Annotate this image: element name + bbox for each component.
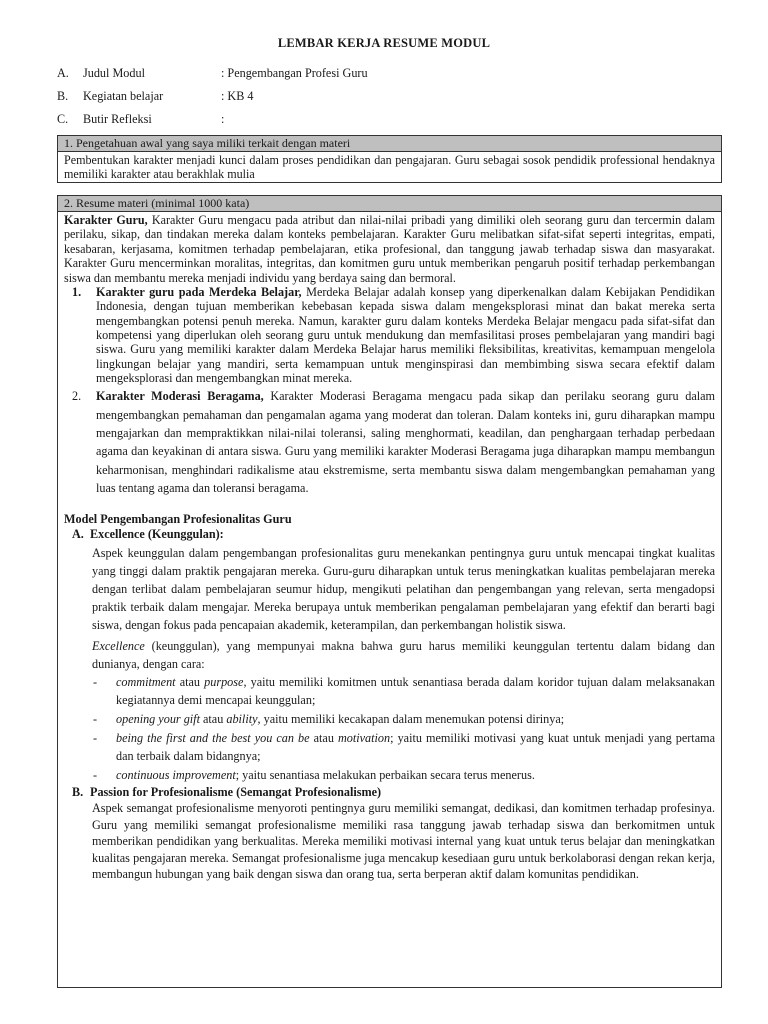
- bullet-being-the-first: - being the first and the best you can be atau motivation; yaitu memiliki motivasi yang kuat untuk menjadi yang pertama dan terbaik dalam bidangnya;: [93, 730, 715, 764]
- meta-value: :: [221, 112, 225, 126]
- subheading-excellence: [64, 527, 715, 542]
- section-2-header: 2. Resume materi (minimal 1000 kata): [58, 196, 721, 212]
- model-title: Model Pengembangan Profesionalitas Guru: [64, 511, 292, 526]
- intro-term: Karakter Guru,: [64, 213, 148, 227]
- meta-label: Judul Modul: [83, 66, 145, 80]
- subheading-passion: [64, 785, 715, 800]
- list-item-text: Karakter Moderasi Beragama mengacu pada sikap dan perilaku seorang guru dalam mengembangkan pemahaman dan pengamalan agama yang moderat dan toleran. Dalam konteks ini, guru diharapkan mampu mengajarkan dan mempraktikkan nilai-nilai toleransi, saling menghormati, keadilan, dan penghargaan terhadap perbedaan agama dan keyakinan di antara siswa. Guru yang memiliki karakter Moderasi Beragama juga diharapkan mampu membangun keharmonisan, menghindari radikalisme atau ekstremisme, serta membantu siswa dalam mengembangkan pemahaman yang luas tentang agama dan toleransi beragama.: [96, 389, 715, 496]
- bullet-term: being the first and the best you can be: [116, 730, 310, 745]
- meta-label: Kegiatan belajar: [83, 89, 164, 103]
- passion-paragraph: Aspek semangat profesionalisme menyoroti pentingnya guru memiliki semangat, dedikasi, dan komitmen terhadap profesinya. Guru yang memiliki semangat profesionalisme memiliki rasa tanggung jawab terhadap siswa dan berkomitmen untuk memberikan pendidikan yang berkualitas. Mereka memiliki motivasi internal yang kuat untuk terus belajar dan meningkatkan kualitas pengajaran mereka. Semangat profesionalisme juga mencakup kesediaan guru untuk berkolaborasi dengan rekan kerja, membangun hubungan yang baik dengan siswa dan orang tua, serta berperan aktif dalam komunitas pendidikan.: [92, 801, 715, 881]
- bullet-term: purpose: [204, 674, 244, 689]
- section-1-body: Pembentukan karakter menjadi kunci dalam proses pendidikan dan pengajaran. Guru sebagai sosok pendidik professional hendaknya memiliki karakter atau berakhlak mulia: [64, 153, 715, 181]
- list-item-merdeka-belajar: [64, 285, 715, 385]
- bullet-text: atau: [175, 674, 205, 689]
- meta-row-butir-refleksi: [57, 111, 707, 127]
- list-item-moderasi-beragama: [64, 387, 715, 497]
- bullet-opening-your-gift: - opening your gift atau ability, yaitu memiliki kecakapan dalam menemukan potensi dirinya;: [93, 711, 565, 726]
- bullet-text: atau: [309, 730, 338, 745]
- meta-key: A.: [57, 66, 69, 80]
- bullet-term: continuous improvement: [116, 767, 236, 782]
- document-title: LEMBAR KERJA RESUME MODUL: [277, 36, 491, 50]
- bullet-text: , yaitu memiliki kecakapan dalam menemukan potensi dirinya;: [257, 711, 565, 726]
- bullet-term: ability: [226, 711, 258, 726]
- list-item-term: Karakter Moderasi Beragama,: [96, 389, 264, 404]
- meta-row-kegiatan-belajar: [57, 88, 707, 104]
- subheading-number: A.: [72, 526, 84, 541]
- bullet-text: atau: [199, 711, 227, 726]
- excellence-term: Excellence: [92, 638, 145, 653]
- section-2-body: [58, 213, 721, 883]
- list-number: 1.: [72, 285, 82, 300]
- excellence-definition: [64, 637, 715, 673]
- excellence-definition-text: (keunggulan), yang mempunyai makna bahwa guru harus memiliki keunggulan tertentu dalam bidang dan dunianya, dengan cara:: [92, 638, 715, 671]
- bullet-term: opening your gift: [116, 711, 200, 726]
- bullet-term: commitment: [116, 674, 176, 689]
- meta-label: Butir Refleksi: [83, 112, 152, 126]
- excellence-paragraph: Aspek keunggulan dalam pengembangan profesionalitas guru menekankan pentingnya guru untuk mencapai tingkat kualitas yang tinggi dalam praktik pengajaran mereka. Guru-guru diharapkan untuk terus meningkatkan kualitas pembelajaran mereka dengan terlibat dalam pembelajaran seumur hidup, mengikuti pelatihan dan pengembangan yang relevan, serta mengadopsi praktik terbaik dalam mengajar. Mereka berupaya untuk memberikan pengalaman pembelajaran yang efektif dan berarti bagi siswa, dengan fokus pada pencapaian akademik, keterampilan, dan perkembangan holistik siswa.: [92, 545, 715, 633]
- intro-paragraph: [64, 213, 715, 285]
- subheading-number: B.: [72, 785, 84, 799]
- list-item-term: Karakter guru pada Merdeka Belajar,: [96, 285, 302, 300]
- intro-text: Karakter Guru mengacu pada atribut dan nilai-nilai pribadi yang dimiliki oleh seorang guru dan tercermin dalam perilaku, sikap, dan tindakan mereka dalam konteks pembelajaran. Karakter Guru melibatkan sifat-sifat seperti integritas, empati, kesabaran, kerjasama, komitmen terhadap pembelajaran, etika profesional, dan tanggung jawab terhadap siswa dan masyarakat. Karakter Guru mencerminkan moralitas, integritas, dan komitmen guru untuk memberikan pengaruh positif terhadap perkembangan siswa dan membantu mereka menjadi individu yang berdaya saing dan bermoral.: [64, 213, 715, 285]
- bullet-text: ; yaitu memiliki motivasi yang kuat untuk menjadi yang pertama dan terbaik dalam bidangnya;: [116, 730, 715, 764]
- meta-row-judul-modul: [57, 65, 707, 81]
- section-1-box: [57, 135, 722, 183]
- list-item-text: Merdeka Belajar adalah konsep yang diperkenalkan dalam Kebijakan Pendidikan Indonesia, dengan tujuan memberikan kebebasan kepada siswa dalam mengeksplorasi minat dan bakat mereka serta mengembangkan potensi penuh mereka. Namun, karakter guru dalam konteks Merdeka Belajar mengacu pada sifat-sifat dan kompetensi yang diperlukan oleh seorang guru untuk mendukung dan memfasilitasi proses pembelajaran yang mandiri bagi siswa. Guru yang memiliki karakter dalam Merdeka Belajar harus memiliki fleksibilitas, kreativitas, kemampuan mengelola lingkungan belajar yang mandiri, serta kemampuan untuk menginspirasi dan membimbing siswa secara efektif dalam mengeksplorasi dan mengembangkan minat mereka.: [96, 285, 716, 385]
- bullet-text: , yaitu memiliki komitmen untuk senantiasa berada dalam koridor tujuan dalam melaksanakan kegiatannya demi mencapai keunggulan;: [116, 674, 715, 708]
- bullet-continuous-improvement: - continuous improvement; yaitu senantiasa melakukan perbaikan secara terus menerus.: [93, 767, 535, 782]
- meta-key: C.: [57, 112, 69, 126]
- meta-value: : Pengembangan Profesi Guru: [221, 66, 368, 80]
- bullet-text: ; yaitu senantiasa melakukan perbaikan secara terus menerus.: [235, 767, 535, 782]
- subheading-text: Passion for Profesionalisme (Semangat Profesionalisme): [90, 785, 382, 799]
- section-2-box: [57, 195, 722, 988]
- meta-value: : KB 4: [221, 89, 254, 103]
- meta-key: B.: [57, 89, 69, 103]
- list-number: 2.: [72, 389, 82, 404]
- subheading-text: Excellence (Keunggulan):: [90, 526, 224, 541]
- bullet-term: motivation: [337, 730, 391, 745]
- bullet-commitment: - commitment atau purpose, yaitu memiliki komitmen untuk senantiasa berada dalam koridor tujuan dalam melaksanakan kegiatannya demi mencapai keunggulan;: [93, 674, 715, 708]
- section-1-header: 1. Pengetahuan awal yang saya miliki terkait dengan materi: [58, 136, 721, 152]
